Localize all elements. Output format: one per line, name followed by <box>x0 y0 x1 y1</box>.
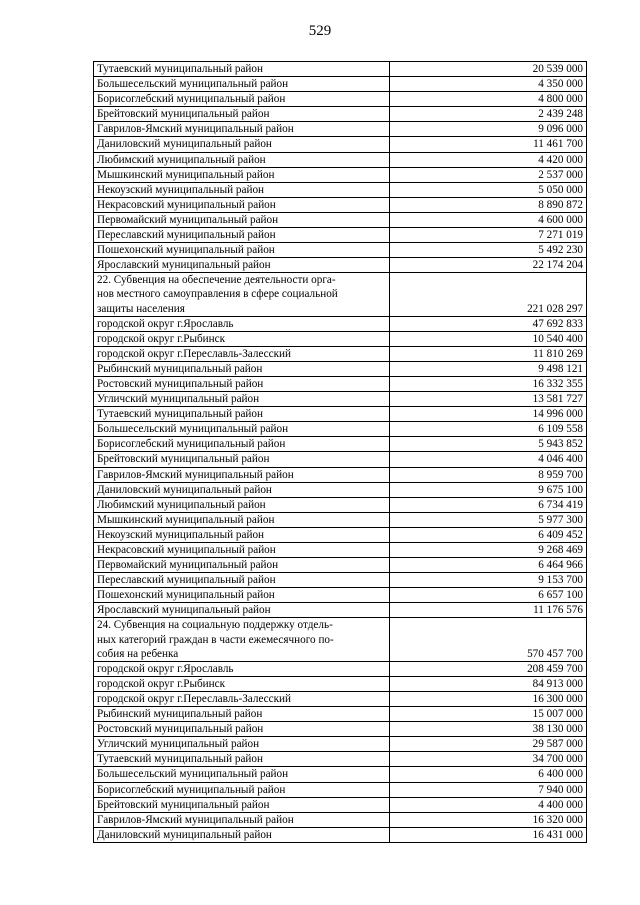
municipality-name-cell: Мышкинский муниципальный район <box>94 512 390 527</box>
amount-cell: 221 028 297 <box>390 273 587 316</box>
budget-table-body <box>94 62 587 843</box>
section-title-line: ных категорий граждан в части ежемесячного по- <box>97 633 334 646</box>
amount-cell: 9 675 100 <box>390 482 587 497</box>
municipality-name-cell: Ярославский муниципальный район <box>94 258 390 273</box>
table-row <box>94 331 587 346</box>
table-row <box>94 62 587 77</box>
municipality-name-cell: городской округ г.Рыбинск <box>94 676 390 691</box>
amount-cell: 4 350 000 <box>390 77 587 92</box>
amount-cell: 11 176 576 <box>390 603 587 618</box>
municipality-name-cell: Некрасовский муниципальный район <box>94 197 390 212</box>
table-row <box>94 137 587 152</box>
municipality-name-cell: Большесельский муниципальный район <box>94 77 390 92</box>
amount-cell: 34 700 000 <box>390 752 587 767</box>
section-title-line: нов местного самоуправления в сфере социальной <box>97 288 338 301</box>
amount-cell: 6 734 419 <box>390 497 587 512</box>
table-row <box>94 437 587 452</box>
table-row <box>94 797 587 812</box>
table-row <box>94 316 587 331</box>
amount-cell: 38 130 000 <box>390 722 587 737</box>
municipality-name-cell: Пошехонский муниципальный район <box>94 243 390 258</box>
municipality-name-cell: Любимский муниципальный район <box>94 152 390 167</box>
amount-cell: 8 959 700 <box>390 467 587 482</box>
table-row <box>94 422 587 437</box>
section-title-line: защиты населения <box>97 302 185 315</box>
municipality-name-cell: Гаврилов-Ямский муниципальный район <box>94 812 390 827</box>
municipality-name-cell: городской округ г.Переславль-Залесский <box>94 346 390 361</box>
amount-cell: 8 890 872 <box>390 197 587 212</box>
municipality-name-cell: Некоузский муниципальный район <box>94 527 390 542</box>
section-title-line: 24. Субвенция на социальную поддержку отдель- <box>97 619 333 632</box>
municipality-name-cell: Любимский муниципальный район <box>94 497 390 512</box>
table-row <box>94 573 587 588</box>
table-row <box>94 827 587 842</box>
table-row <box>94 376 587 391</box>
table-row <box>94 197 587 212</box>
table-row <box>94 691 587 706</box>
amount-cell: 20 539 000 <box>390 62 587 77</box>
amount-cell: 16 300 000 <box>390 691 587 706</box>
amount-cell: 47 692 833 <box>390 316 587 331</box>
amount-cell: 84 913 000 <box>390 676 587 691</box>
municipality-name-cell: городской округ г.Рыбинск <box>94 331 390 346</box>
municipality-name-cell: Даниловский муниципальный район <box>94 137 390 152</box>
section-title-cell <box>94 273 390 316</box>
amount-cell: 29 587 000 <box>390 737 587 752</box>
municipality-name-cell: Гаврилов-Ямский муниципальный район <box>94 467 390 482</box>
amount-cell: 14 996 000 <box>390 407 587 422</box>
amount-cell: 6 464 966 <box>390 558 587 573</box>
amount-cell: 5 050 000 <box>390 182 587 197</box>
section-row <box>94 618 587 661</box>
municipality-name-cell: Тутаевский муниципальный район <box>94 407 390 422</box>
amount-cell: 4 800 000 <box>390 92 587 107</box>
amount-cell: 11 810 269 <box>390 346 587 361</box>
amount-cell: 13 581 727 <box>390 392 587 407</box>
table-row <box>94 767 587 782</box>
municipality-name-cell: Первомайский муниципальный район <box>94 558 390 573</box>
section-row <box>94 273 587 316</box>
table-row <box>94 752 587 767</box>
amount-cell: 5 943 852 <box>390 437 587 452</box>
municipality-name-cell: Некоузский муниципальный район <box>94 182 390 197</box>
table-row <box>94 122 587 137</box>
municipality-name-cell: Угличский муниципальный район <box>94 392 390 407</box>
municipality-name-cell: Брейтовский муниципальный район <box>94 452 390 467</box>
amount-cell: 10 540 400 <box>390 331 587 346</box>
amount-cell: 7 271 019 <box>390 228 587 243</box>
municipality-name-cell: Некрасовский муниципальный район <box>94 543 390 558</box>
amount-cell: 16 332 355 <box>390 376 587 391</box>
amount-cell: 6 109 558 <box>390 422 587 437</box>
municipality-name-cell: Пошехонский муниципальный район <box>94 588 390 603</box>
municipality-name-cell: Ростовский муниципальный район <box>94 722 390 737</box>
municipality-name-cell: Борисоглебский муниципальный район <box>94 782 390 797</box>
table-row <box>94 167 587 182</box>
municipality-name-cell: Даниловский муниципальный район <box>94 827 390 842</box>
municipality-name-cell: Рыбинский муниципальный район <box>94 707 390 722</box>
amount-cell: 9 096 000 <box>390 122 587 137</box>
amount-cell: 7 940 000 <box>390 782 587 797</box>
municipality-name-cell: Гаврилов-Ямский муниципальный район <box>94 122 390 137</box>
municipality-name-cell: Даниловский муниципальный район <box>94 482 390 497</box>
amount-cell: 5 492 230 <box>390 243 587 258</box>
table-row <box>94 527 587 542</box>
table-row <box>94 361 587 376</box>
amount-cell: 4 420 000 <box>390 152 587 167</box>
amount-cell: 22 174 204 <box>390 258 587 273</box>
municipality-name-cell: Брейтовский муниципальный район <box>94 107 390 122</box>
budget-table <box>93 61 587 843</box>
amount-cell: 6 657 100 <box>390 588 587 603</box>
municipality-name-cell: Брейтовский муниципальный район <box>94 797 390 812</box>
municipality-name-cell: городской округ г.Ярославль <box>94 316 390 331</box>
table-row <box>94 722 587 737</box>
municipality-name-cell: Тутаевский муниципальный район <box>94 62 390 77</box>
table-row <box>94 482 587 497</box>
table-row <box>94 92 587 107</box>
municipality-name-cell: Большесельский муниципальный район <box>94 422 390 437</box>
amount-cell: 11 461 700 <box>390 137 587 152</box>
municipality-name-cell: Переславский муниципальный район <box>94 573 390 588</box>
municipality-name-cell: Переславский муниципальный район <box>94 228 390 243</box>
section-title-cell <box>94 618 390 661</box>
table-row <box>94 212 587 227</box>
amount-cell: 2 439 248 <box>390 107 587 122</box>
table-row <box>94 512 587 527</box>
table-row <box>94 737 587 752</box>
table-row <box>94 676 587 691</box>
municipality-name-cell: Борисоглебский муниципальный район <box>94 437 390 452</box>
table-row <box>94 543 587 558</box>
table-row <box>94 782 587 797</box>
table-row <box>94 603 587 618</box>
table-row <box>94 407 587 422</box>
table-row <box>94 152 587 167</box>
table-row <box>94 707 587 722</box>
amount-cell: 4 400 000 <box>390 797 587 812</box>
page-number: 529 <box>308 23 332 39</box>
municipality-name-cell: Тутаевский муниципальный район <box>94 752 390 767</box>
table-row <box>94 392 587 407</box>
municipality-name-cell: Рыбинский муниципальный район <box>94 361 390 376</box>
amount-cell: 4 600 000 <box>390 212 587 227</box>
table-row <box>94 228 587 243</box>
section-title-line: 22. Субвенция на обеспечение деятельности орга- <box>97 274 336 287</box>
amount-cell: 9 498 121 <box>390 361 587 376</box>
section-title-line: собия на ребенка <box>97 647 179 660</box>
amount-cell: 6 400 000 <box>390 767 587 782</box>
table-row <box>94 182 587 197</box>
amount-cell: 208 459 700 <box>390 661 587 676</box>
table-row <box>94 467 587 482</box>
amount-cell: 15 007 000 <box>390 707 587 722</box>
table-row <box>94 107 587 122</box>
table-row <box>94 346 587 361</box>
amount-cell: 16 431 000 <box>390 827 587 842</box>
table-row <box>94 661 587 676</box>
amount-cell: 4 046 400 <box>390 452 587 467</box>
table-row <box>94 588 587 603</box>
table-row <box>94 812 587 827</box>
municipality-name-cell: Угличский муниципальный район <box>94 737 390 752</box>
municipality-name-cell: Ростовский муниципальный район <box>94 376 390 391</box>
amount-cell: 6 409 452 <box>390 527 587 542</box>
municipality-name-cell: Мышкинский муниципальный район <box>94 167 390 182</box>
amount-cell: 5 977 300 <box>390 512 587 527</box>
municipality-name-cell: Ярославский муниципальный район <box>94 603 390 618</box>
table-row <box>94 497 587 512</box>
municipality-name-cell: Большесельский муниципальный район <box>94 767 390 782</box>
municipality-name-cell: Первомайский муниципальный район <box>94 212 390 227</box>
amount-cell: 2 537 000 <box>390 167 587 182</box>
table-row <box>94 452 587 467</box>
municipality-name-cell: городской округ г.Ярославль <box>94 661 390 676</box>
amount-cell: 570 457 700 <box>390 618 587 661</box>
table-row <box>94 243 587 258</box>
amount-cell: 16 320 000 <box>390 812 587 827</box>
amount-cell: 9 153 700 <box>390 573 587 588</box>
amount-cell: 9 268 469 <box>390 543 587 558</box>
table-row <box>94 558 587 573</box>
table-row <box>94 258 587 273</box>
municipality-name-cell: Борисоглебский муниципальный район <box>94 92 390 107</box>
municipality-name-cell: городской округ г.Переславль-Залесский <box>94 691 390 706</box>
table-row <box>94 77 587 92</box>
